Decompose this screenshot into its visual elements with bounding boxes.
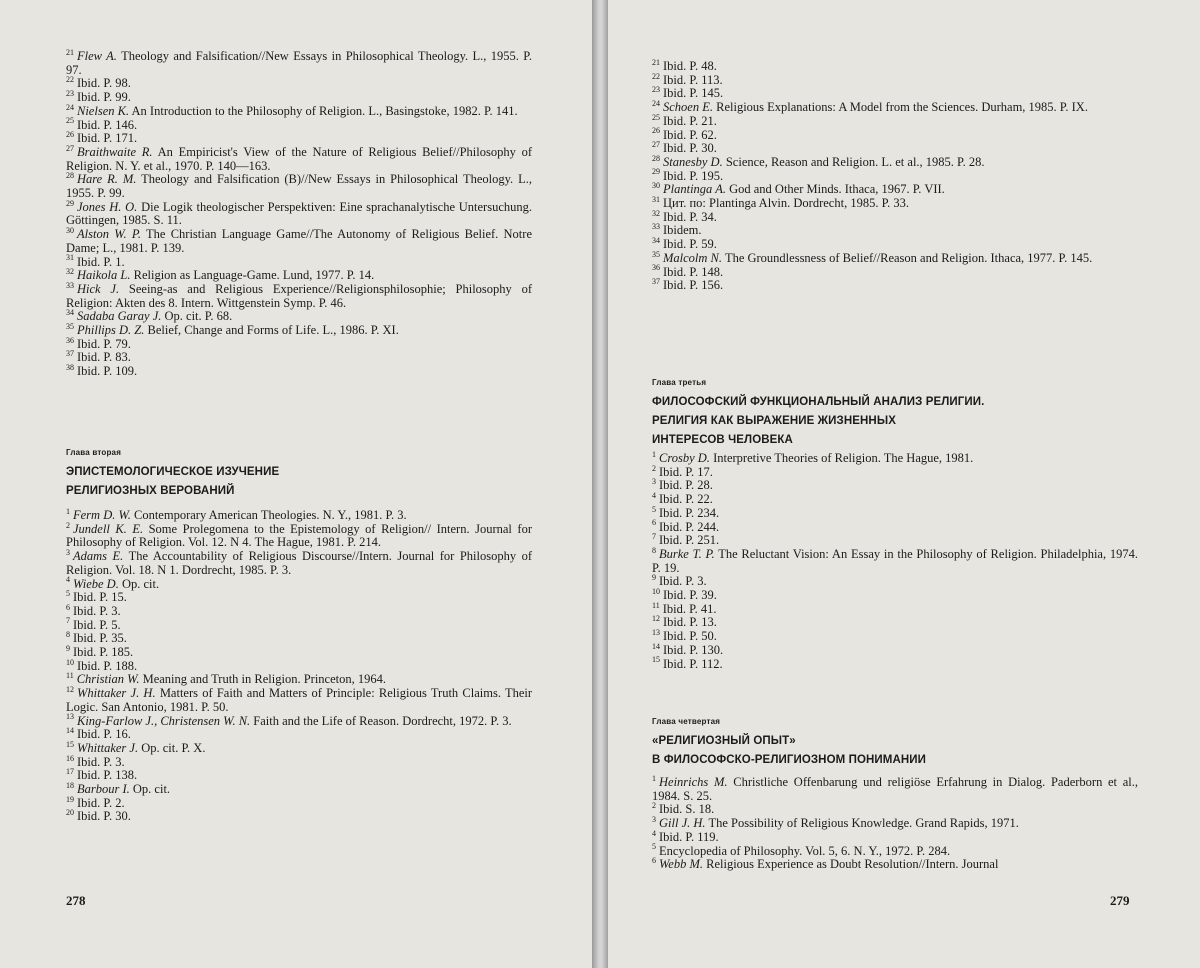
footnote-text: Ibid. P. 99. [77,90,131,105]
footnote-author: Sadaba Garay J. [77,309,162,324]
footnote-number: 11 [652,600,660,610]
footnote-text: Op. cit. [132,782,171,797]
footnote-text: Ibid. P. 156. [663,278,724,293]
chapter-3-notes [652,449,1138,671]
footnote-number: 12 [66,684,74,694]
footnote [66,712,532,729]
footnote [652,504,1138,521]
footnote-author: Jones H. O. [77,199,138,214]
footnote-text: Op. cit. P. 68. [164,309,233,324]
footnote-number: 24 [652,98,660,108]
footnote-text: Ibid. P. 35. [73,631,127,646]
footnote [66,321,532,338]
footnote [66,506,532,523]
footnote-author: Haikola L. [77,268,131,283]
footnote [66,198,533,228]
footnote-text: Ibid. P. 79. [77,336,131,351]
footnote [652,479,1138,493]
book-gutter [592,0,608,968]
footnote-number: 3 [652,477,656,487]
footnote [652,126,1138,143]
footnote-number: 1 [652,449,656,459]
left-notes-continued [66,47,533,379]
footnote-text: Ibid. P. 50. [663,629,717,644]
footnote [652,545,1138,575]
footnote-number: 7 [652,532,656,542]
footnote [652,641,1138,658]
footnote [66,575,532,592]
footnote-number: 23 [66,88,74,98]
footnote-text: God and Other Minds. Ithaca, 1967. P. VII. [729,182,945,197]
footnote-number: 38 [66,363,74,373]
footnote [66,591,532,605]
footnote-number: 37 [652,277,660,287]
footnote-text: Matters of Faith and Matters of Principle: Religious Truth Claims. Their Logic. San Antonio, 1981. P. 50. [66,686,533,714]
footnote [652,183,1138,197]
footnote-text: Science, Reason and Religion. L. et al., 1985. P. 28. [725,154,985,169]
footnote-text: Ibid. P. 113. [663,72,723,87]
footnote-number: 28 [66,171,74,181]
footnote [652,142,1138,156]
footnote-text: Die Logik theologischer Perspektiven: Eine sprachanalytische Untersuchung. Göttingen, 1985. S. 11. [66,199,533,228]
footnote-text: Ibid. P. 3. [73,603,121,618]
chapter-title: ЭПИСТЕМОЛОГИЧЕСКОЕ ИЗУЧЕНИЕ РЕЛИГИОЗНЫХ ВЕРОВАНИЙ [66,466,280,497]
footnote [66,88,532,105]
chapter-label: Глава третья [652,378,707,387]
footnote-number: 27 [66,143,74,153]
footnote-number: 5 [652,504,656,514]
footnote [66,520,532,550]
footnote-author: Plantinga A. [663,182,726,197]
footnote [66,810,532,824]
footnote-text: Ibid. P. 15. [73,590,127,605]
footnote-text: Ibid. P. 30. [663,141,717,156]
footnote-author: Braithwaite R. [77,144,153,159]
footnote-number: 15 [66,739,74,749]
footnote-author: Malcolm N. [663,250,723,265]
footnote-text: Ibid. P. 30. [77,809,131,824]
footnote [652,249,1138,266]
footnote-text: Ibid. P. 251. [659,533,720,548]
left-page [0,0,592,968]
footnote-text: Ibid. P. 146. [77,117,138,132]
footnote [66,143,532,173]
page-number: 279 [1110,893,1130,908]
footnote-text: Interpretive Theories of Religion. The Hague, 1981. [713,451,974,465]
footnote [66,47,532,77]
footnote-author: Hick J. [77,281,120,296]
footnote-author: Wiebe D. [73,576,119,591]
footnote-number: 2 [66,520,70,530]
footnote [66,602,532,619]
footnote [652,71,1138,88]
footnote [652,586,1138,603]
footnote-text: Ibid. P. 109. [77,364,138,379]
footnote-number: 27 [652,140,660,150]
footnote [66,269,532,283]
footnote-text: Contemporary American Theologies. N. Y., 1981. P. 3. [134,508,407,522]
footnote [652,534,1138,548]
footnote [652,112,1138,129]
footnote [652,449,1138,466]
footnote-author: Stanesby D. [663,154,723,169]
footnote [66,280,533,310]
footnote-text: Religion as Language-Game. Lund, 1977. P. 14. [133,268,375,283]
footnote-number: 9 [66,643,70,653]
footnote-number: 8 [652,545,656,555]
footnote-text: Ibid. P. 62. [663,127,717,142]
footnote-text: Ibid. P. 3. [659,574,707,589]
footnote-text: The Possibility of Religious Knowledge. Grand Rapids, 1971. [708,816,1019,831]
footnote-number: 30 [66,225,74,235]
footnote-number: 15 [652,655,660,665]
footnote-text: Religious Explanations: A Model from the Sciences. Durham, 1985. P. IX. [716,100,1088,115]
footnote-number: 10 [652,586,660,596]
footnote-number: 26 [66,130,74,140]
footnote [652,575,1138,589]
footnote-number: 6 [652,856,656,866]
footnote-author: Christian W. [76,672,140,687]
footnote-text: Seeing-as and Religious Experience//Religionsphilosophie; Philosophy of Religion: Akten des 8. Intern. Wittgenstein Symp. P. 46. [66,281,533,310]
footnote-text: Ibid. P. 145. [663,86,724,101]
right-notes-continued [652,57,1138,293]
footnote-number: 34 [66,308,74,318]
footnote [652,279,1138,293]
footnote-text: The Groundlessness of Belief//Reason and Religion. Ithaca, 1977. P. 145. [724,250,1093,265]
footnote-text: Ibid. P. 13. [663,615,717,630]
footnote-text: Op. cit. P. X. [141,740,206,755]
footnote [66,335,532,352]
chapter-title: «РЕЛИГИОЗНЫЙ ОПЫТ» В ФИЛОСОФСКО-РЕЛИГИОЗНОМ ПОНИМАНИИ [652,735,927,766]
footnote-text: Encyclopedia of Philosophy. Vol. 5, 6. N. Y., 1972. P. 284. [659,843,951,858]
footnote-number: 33 [66,280,74,290]
footnote-text: An Introduction to the Philosophy of Religion. L., Basingstoke, 1982. P. 141. [131,103,518,118]
footnote-number: 14 [652,641,660,651]
footnote [652,518,1138,535]
footnote-number: 21 [652,57,660,67]
footnote-author: Alston W. P. [77,227,141,242]
footnote-number: 28 [652,153,660,163]
footnote [652,194,1138,211]
footnote-number: 31 [66,253,74,263]
footnote-number: 1 [66,506,70,516]
footnote-text: Ibid. P. 188. [77,658,138,673]
footnote-number: 31 [652,194,660,204]
footnote-text: Ibid. P. 48. [663,59,717,73]
footnote [652,263,1138,280]
footnote-text: Some Prolegomena to the Epistemology of Religion// Intern. Journal for Philosophy of Religion. Vol. 12. N 4. The Hague, 1981. P. 214. [66,521,532,550]
footnote [66,780,532,797]
footnote-text: Ibid. P. 195. [663,168,724,183]
footnote-number: 6 [66,602,70,612]
footnote [652,57,1138,74]
footnote [66,547,532,577]
footnote-author: Phillips D. Z. [77,323,145,338]
footnote-number: 22 [652,71,660,81]
footnote-number: 7 [66,616,70,626]
footnote [652,208,1138,225]
footnote-text: Ibid. P. 21. [663,113,717,128]
footnote [66,739,532,756]
footnote-number: 23 [652,85,660,95]
footnote-author: Burke T. P. [659,546,715,561]
footnote-text: Ibidem. [663,223,702,238]
footnote-text: Ibid. P. 148. [663,264,724,279]
footnote-text: The Accountability of Religious Discourse//Intern. Journal for Philosophy of Religion. Vol. 18. N 1. Dordrecht, 1985. P. 3. [66,549,532,577]
footnote [66,643,532,660]
footnote-author: Ferm D. W. [73,508,131,522]
footnote-text: Theology and Falsification (B)//New Essays in Philosophical Theology. L., 1955. P. 99. [66,172,532,201]
footnote-number: 35 [652,249,660,259]
footnote [652,616,1138,630]
footnote-number: 32 [652,208,660,218]
footnote-number: 20 [66,808,74,818]
footnote-text: Ibid. P. 16. [77,727,131,742]
footnote-text: Op. cit. [121,576,160,591]
footnote-author: Flew A. [77,49,117,63]
footnote-text: Ibid. P. 22. [659,492,713,507]
chapter-2-heading [66,448,532,501]
footnote [66,632,532,646]
footnote-author: Hare R. M. [77,172,137,187]
footnote-number: 19 [66,794,74,804]
footnote-number: 33 [652,222,660,232]
footnote-text: Ibid. P. 5. [73,617,121,632]
footnote-number: 16 [66,753,74,763]
footnote-text: Theology and Falsification//New Essays in Philosophical Theology. L., 1955. P. 97. [66,49,532,77]
footnote-text: Ibid. P. 3. [77,754,125,769]
footnote-text: Ibid. P. 112. [663,656,723,671]
footnote-number: 24 [66,102,74,112]
footnote-number: 21 [66,47,74,57]
footnote-text: Belief, Change and Forms of Life. L., 1986. P. XI. [147,323,399,338]
footnote-number: 13 [652,627,660,637]
footnote-number: 3 [66,547,70,557]
footnote [66,132,532,146]
chapter-3-heading [652,378,1138,450]
footnote-number: 10 [66,657,74,667]
footnote-author: King-Farlow J., Christensen W. N. [77,713,251,728]
footnote-number: 35 [66,321,74,331]
footnote [66,77,532,91]
page-number: 278 [66,893,86,908]
footnote [652,858,1138,872]
footnote [652,235,1138,252]
footnote-author: Schoen E. [663,100,713,115]
footnote-author: Nielsen K. [77,103,130,118]
footnote-author: Gill J. H. [659,816,706,831]
footnote [652,463,1138,480]
footnote-number: 13 [66,712,74,722]
footnote [652,627,1138,644]
chapter-label: Глава вторая [66,448,122,457]
chapter-4-notes [652,773,1138,872]
footnote-number: 2 [652,801,656,811]
footnote-text: Ibid. P. 119. [659,829,719,844]
footnote [66,102,532,119]
footnote-number: 1 [652,773,656,783]
footnote [66,769,532,783]
footnote [66,728,532,742]
footnote-author: Barbour I. [77,782,130,797]
footnote [66,310,532,324]
footnote-text: Ibid. S. 18. [659,802,715,817]
footnote-number: 26 [652,126,660,136]
footnote-number: 29 [66,198,74,208]
footnote-number: 6 [652,518,656,528]
footnote-author: Webb M. [659,857,703,872]
footnote-text: Ibid. P. 41. [662,601,717,616]
footnote-text: Ibid. P. 98. [77,76,131,91]
footnote-text: Ibid. P. 39. [663,588,717,603]
footnote-text: Meaning and Truth in Religion. Princeton, 1964. [142,672,386,687]
footnote-number: 29 [652,167,660,177]
footnote-number: 4 [652,490,656,500]
footnote-text: Christliche Offenbarung und religiöse Erfahrung in Dialog. Paderborn et al., 1984. S. 25. [652,775,1138,803]
footnote-number: 32 [66,267,74,277]
footnote-text: Faith and the Life of Reason. Dordrecht, 1972. P. 3. [253,713,512,728]
chapter-label: Глава четвертая [652,717,721,726]
footnote-text: Religious Experience as Doubt Resolution//Intern. Journal [706,857,999,872]
footnote-number: 9 [652,573,656,583]
footnote-number: 4 [66,575,70,585]
footnote-text: Ibid. P. 138. [77,768,138,783]
chapter-2-notes [66,506,533,824]
footnote-author: Adams E. [73,549,124,564]
footnote-text: An Empiricist's View of the Nature of Religious Belief//Philosophy of Religion. N. Y. et al., 1970. P. 140—163. [66,144,532,173]
footnote-number: 18 [66,780,74,790]
footnote [652,600,1138,617]
footnote-text: The Christian Language Game//The Autonomy of Religious Belief. Notre Dame; L., 1981. P. 139. [66,227,532,255]
footnote-text: Ibid. P. 83. [77,350,131,365]
footnote [66,684,533,714]
footnote-author: Whittaker J. [77,740,139,755]
footnote-author: Whittaker J. H. [77,686,156,701]
footnote-text: Ibid. P. 244. [659,519,720,534]
footnote-number: 8 [66,630,70,640]
footnote [66,365,532,379]
footnote-number: 25 [652,112,660,122]
footnote-author: Heinrichs M. [659,775,728,789]
footnote [652,655,1138,672]
footnote-number: 12 [652,614,660,624]
footnote-text: Ibid. P. 1. [77,254,125,269]
footnote [652,224,1138,238]
footnote-number: 34 [652,235,660,245]
footnote [652,828,1138,845]
footnote-text: Ibid. P. 17. [659,464,713,479]
footnote [66,794,532,811]
footnote-number: 37 [66,349,74,359]
footnote [652,490,1138,507]
footnote-author: Crosby D. [659,451,710,465]
footnote [66,225,532,255]
footnote-text: Ibid. P. 234. [659,505,720,520]
footnote-text: Ibid. P. 130. [663,642,724,657]
footnote-text: The Reluctant Vision: An Essay in the Philosophy of Religion. Philadelphia, 1974. P. 19. [652,546,1138,575]
footnote [66,173,532,200]
right-page [608,0,1200,968]
footnote [652,773,1138,803]
footnote-text: Ibid. P. 28. [659,478,713,493]
footnote [66,616,532,633]
footnote-text: Ibid. P. 59. [663,237,717,252]
footnote [652,814,1138,831]
footnote-number: 22 [66,75,74,85]
footnote-text: Цит. по: Plantinga Alvin. Dordrecht, 1985. P. 33. [663,196,910,211]
footnote-number: 14 [66,726,74,736]
footnote-number: 2 [652,463,656,473]
footnote-number: 36 [66,335,74,345]
chapter-title: ФИЛОСОФСКИЙ ФУНКЦИОНАЛЬНЫЙ АНАЛИЗ РЕЛИГИИ. РЕЛИГИЯ КАК ВЫРАЖЕНИЕ ЖИЗНЕННЫХ ИНТЕРЕСОВ ЧЕЛОВЕКА [652,396,985,446]
footnote-number: 5 [66,589,70,599]
footnote-number: 3 [652,814,656,824]
footnote-number: 25 [66,116,74,126]
footnote [652,98,1138,115]
footnote-number: 17 [66,767,74,777]
footnote-number: 4 [652,828,656,838]
footnote [652,153,1138,170]
footnote-text: Ibid. P. 171. [77,131,138,146]
footnote-text: Ibid. P. 2. [77,795,125,810]
footnote-author: Jundell K. E. [73,521,144,536]
footnote-text: Ibid. P. 34. [663,209,717,224]
footnote-number: 36 [652,263,660,273]
footnote-number: 11 [66,671,74,681]
footnote-number: 5 [652,842,656,852]
footnote-text: Ibid. P. 185. [73,645,134,660]
chapter-4-heading [652,717,1138,770]
footnote-number: 30 [652,181,660,191]
